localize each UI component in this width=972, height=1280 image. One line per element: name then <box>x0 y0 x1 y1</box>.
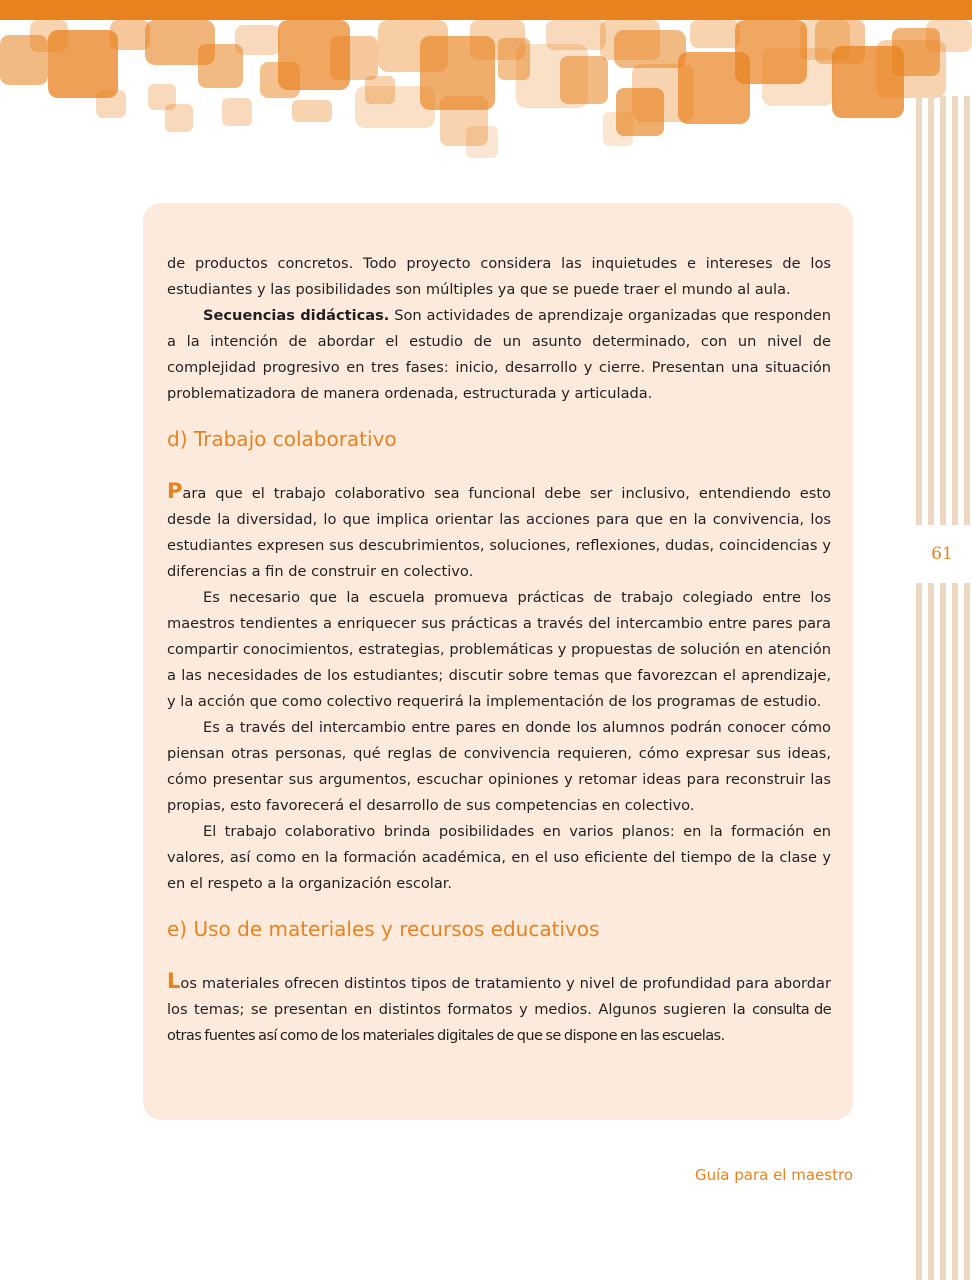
page-number: 61 <box>931 544 953 564</box>
heading-materials-resources: e) Uso de materiales y recursos educativos <box>167 917 600 941</box>
page-number-box <box>912 525 972 583</box>
paragraph-collegiate-work: Es necesario que la escuela promueva prácticas de trabajo colegiado entre los maestros tendientes a enriquecer sus prácticas a través del intercambio entre pares para compartir conocimientos, estrategias, problemáticas y propuestas de solución en atención a las necesidades de los estudiantes; discutir sobre temas que favorezcan el aprendizaje, y la acción que como colectivo requerirá la implementación de los programas de estudio. <box>167 589 831 710</box>
materials-text-tail: consulta de otras fuentes así como de los materiales digitales de que se dispone en las escuelas. <box>167 1001 831 1044</box>
paragraph-materials <box>167 968 831 1049</box>
body-text <box>167 251 831 1049</box>
header-decoration <box>0 0 972 170</box>
materials-text: os materiales ofrecen distintos tipos de tratamiento y nivel de profundidad para abordar los temas; se presentan en distintos formatos y medios. Algunos sugieren la <box>167 975 831 1018</box>
paragraph-peer-exchange: Es a través del intercambio entre pares en donde los alumnos podrán conocer cómo piensan otras personas, qué reglas de convivencia requieren, cómo expresar sus ideas, cómo presentar sus argumentos, escuchar opiniones y retomar ideas para reconstruir las propias, esto favorecerá el desarrollo de sus competencias en colectivo. <box>167 719 831 814</box>
term-didactic-sequences: Secuencias didácticas. <box>203 307 390 324</box>
collaborative-intro-text: ara que el trabajo colaborativo sea funcional debe ser inclusivo, entendiendo esto desde la diversidad, lo que implica orientar las acciones para que en la convivencia, los estudiantes expresen sus descubrimientos, soluciones, reflexiones, dudas, coincidencias y diferencias a fin de construir en colectivo. <box>167 485 831 580</box>
heading-collaborative-work: d) Trabajo colaborativo <box>167 427 397 451</box>
paragraph-didactic-sequences <box>167 303 831 407</box>
margin-stripes <box>912 96 972 1280</box>
paragraph-collaborative-intro <box>167 478 831 585</box>
paragraph-collaborative-planes: El trabajo colaborativo brinda posibilidades en varios planos: en la formación en valores, así como en la formación académica, en el uso eficiente del tiempo de la clase y en el respeto a la organización escolar. <box>167 823 831 892</box>
paragraph-projects-continued: de productos concretos. Todo proyecto considera las inquietudes e intereses de los estudiantes y las posibilidades son múltiples ya que se puede traer el mundo al aula. <box>167 255 831 298</box>
drop-cap: P <box>167 479 183 503</box>
didactic-sequences-text: Son actividades de aprendizaje organizadas que responden a la intención de abordar el estudio de un asunto determinado, con un nivel de complejidad progresivo en tres fases: inicio, desarrollo y cierre. Presentan una situación problematizadora de manera ordenada, estructurada y articulada. <box>167 307 831 402</box>
drop-cap: L <box>167 969 181 993</box>
footer-title: Guía para el maestro <box>694 1166 853 1184</box>
